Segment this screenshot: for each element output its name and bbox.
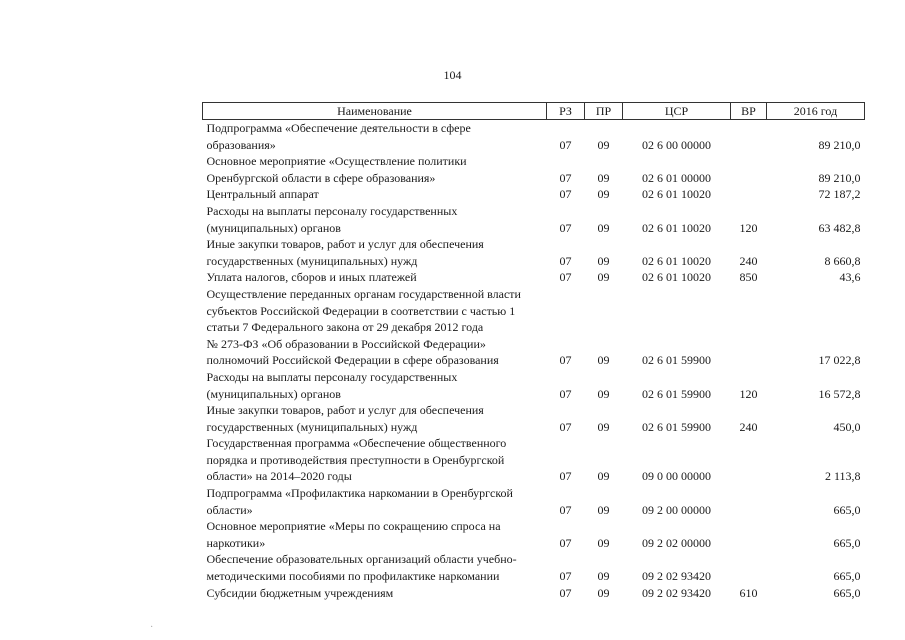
cell-vr: [731, 485, 767, 518]
table-row: [203, 153, 865, 186]
cell-name: [203, 286, 547, 369]
table-row: [203, 120, 865, 154]
cell-name: [203, 485, 547, 518]
cell-pr: 09: [597, 137, 610, 152]
table-row: [203, 402, 865, 435]
cell-pr: 09: [597, 270, 610, 285]
cell-name: [203, 585, 547, 602]
cell-sum: 665,0: [833, 569, 861, 584]
cell-sum: 89 210,0: [818, 170, 861, 185]
cell-pr: 09: [597, 569, 610, 584]
cell-name-line: (муниципальных) органов: [206, 220, 341, 235]
cell-vr: 240: [739, 419, 758, 434]
cell-vr: 120: [739, 386, 758, 401]
cell-name: [203, 269, 547, 286]
header-year: 2016 год: [767, 103, 865, 120]
cell-csr: 09 2 02 93420: [642, 585, 711, 600]
cell-pr: 09: [597, 386, 610, 401]
cell-rz: 07: [559, 569, 572, 584]
cell-vr: 240: [739, 253, 758, 268]
cell-name: [203, 402, 547, 435]
cell-csr: 09 0 00 00000: [642, 469, 711, 484]
cell-name-line: порядка и противодействия преступности в Оренбургской: [206, 452, 505, 467]
cell-pr: 09: [597, 419, 610, 434]
cell-rz: 07: [559, 585, 572, 600]
cell-csr: 02 6 01 10020: [642, 220, 711, 235]
cell-name-line: Государственная программа «Обеспечение общественного: [206, 436, 507, 451]
cell-sum: 17 022,8: [818, 353, 861, 368]
cell-pr: 09: [597, 170, 610, 185]
cell-name-line: Подпрограмма «Обеспечение деятельности в сфере: [206, 121, 471, 135]
cell-name-line: статьи 7 Федерального закона от 29 декабря 2012 года: [206, 320, 484, 335]
cell-vr: 850: [739, 270, 758, 285]
cell-name-line: наркотики»: [206, 535, 266, 550]
cell-name: [203, 369, 547, 402]
cell-name-line: области» на 2014–2020 годы: [206, 469, 352, 484]
table-row: [203, 585, 865, 602]
cell-rz: 07: [559, 137, 572, 152]
cell-name-line: Уплата налогов, сборов и иных платежей: [206, 270, 417, 285]
page-number: 104: [443, 68, 462, 82]
cell-rz: 07: [559, 419, 572, 434]
cell-name-line: Основное мероприятие «Меры по сокращению спроса на: [206, 519, 501, 534]
cell-pr: 09: [597, 253, 610, 268]
cell-name-line: № 273-ФЗ «Об образовании в Российской Федерации»: [206, 336, 486, 351]
table-row: [203, 203, 865, 236]
scan-mark: ·: [150, 622, 154, 633]
cell-rz: 07: [559, 270, 572, 285]
cell-pr: 09: [597, 585, 610, 600]
cell-name: [203, 435, 547, 485]
cell-csr: 02 6 01 59900: [642, 419, 711, 434]
cell-csr: 09 2 02 93420: [642, 569, 711, 584]
cell-name-line: Основное мероприятие «Осуществление политики: [206, 154, 467, 169]
header-rz: РЗ: [547, 103, 585, 120]
cell-name-line: Расходы на выплаты персоналу государственных: [206, 203, 458, 218]
cell-rz: 07: [559, 353, 572, 368]
cell-rz: 07: [559, 386, 572, 401]
table-row: [203, 551, 865, 584]
header-pr: ПР: [585, 103, 623, 120]
cell-name-line: Оренбургской области в сфере образования»: [206, 170, 436, 185]
cell-sum: 43,6: [839, 270, 861, 285]
cell-name-line: государственных (муниципальных) нужд: [206, 253, 418, 268]
cell-name-line: полномочий Российской Федерации в сфере образования: [206, 353, 499, 368]
header-csr: ЦСР: [623, 103, 731, 120]
cell-name-line: Иные закупки товаров, работ и услуг для обеспечения: [206, 237, 484, 252]
cell-rz: 07: [559, 187, 572, 202]
cell-csr: 02 6 01 59900: [642, 386, 711, 401]
table-header-row: [203, 103, 865, 120]
cell-sum: 89 210,0: [818, 137, 861, 152]
cell-sum: 665,0: [833, 585, 861, 600]
cell-csr: 02 6 01 10020: [642, 270, 711, 285]
cell-csr: 02 6 00 00000: [642, 137, 711, 152]
cell-rz: 07: [559, 170, 572, 185]
cell-sum: 8 660,8: [824, 253, 861, 268]
table-body: [203, 120, 865, 602]
cell-name-line: государственных (муниципальных) нужд: [206, 419, 418, 434]
table-row: [203, 518, 865, 551]
cell-name: [203, 153, 547, 186]
cell-csr: 02 6 01 10020: [642, 253, 711, 268]
cell-name-line: Обеспечение образовательных организаций области учебно-: [206, 552, 517, 567]
cell-sum: 2 113,8: [824, 469, 861, 484]
cell-rz: 07: [559, 469, 572, 484]
cell-sum: 72 187,2: [818, 187, 861, 202]
cell-pr: 09: [597, 502, 610, 517]
cell-name-line: методическими пособиями по профилактике наркомании: [206, 569, 500, 584]
cell-csr: 02 6 01 59900: [642, 353, 711, 368]
cell-pr: 09: [597, 353, 610, 368]
table-row: [203, 269, 865, 286]
cell-vr: 610: [739, 585, 758, 600]
cell-vr: [731, 120, 767, 154]
table-row: [203, 369, 865, 402]
cell-vr: [731, 551, 767, 584]
cell-pr: 09: [597, 220, 610, 235]
cell-name-line: Подпрограмма «Профилактика наркомании в Оренбургской: [206, 486, 513, 501]
cell-sum: 665,0: [833, 535, 861, 550]
table-row: [203, 186, 865, 203]
cell-csr: 09 2 02 00000: [642, 535, 711, 550]
table-row: [203, 286, 865, 369]
table-row: [203, 435, 865, 485]
cell-csr: 09 2 00 00000: [642, 502, 711, 517]
cell-rz: 07: [559, 253, 572, 268]
cell-name: [203, 236, 547, 269]
cell-pr: 09: [597, 535, 610, 550]
cell-pr: 09: [597, 469, 610, 484]
cell-name: [203, 186, 547, 203]
cell-sum: 665,0: [833, 502, 861, 517]
cell-name-line: Расходы на выплаты персоналу государственных: [206, 369, 458, 384]
cell-sum: 16 572,8: [818, 386, 861, 401]
cell-name: [203, 518, 547, 551]
cell-name-line: области»: [206, 502, 253, 517]
cell-vr: [731, 186, 767, 203]
cell-sum: 450,0: [833, 419, 861, 434]
table-row: [203, 485, 865, 518]
cell-name: [203, 120, 547, 154]
cell-rz: 07: [559, 502, 572, 517]
cell-rz: 07: [559, 220, 572, 235]
cell-rz: 07: [559, 535, 572, 550]
cell-vr: 120: [739, 220, 758, 235]
budget-table: [202, 102, 865, 601]
header-vr: ВР: [731, 103, 767, 120]
cell-name-line: Иные закупки товаров, работ и услуг для обеспечения: [206, 403, 484, 418]
cell-pr: 09: [597, 187, 610, 202]
cell-name-line: (муниципальных) органов: [206, 386, 341, 401]
cell-sum: 63 482,8: [818, 220, 861, 235]
cell-vr: [731, 435, 767, 485]
cell-name-line: субъектов Российской Федерации в соответствии с частью 1: [206, 303, 516, 318]
cell-vr: [731, 153, 767, 186]
cell-csr: 02 6 01 10020: [642, 187, 711, 202]
cell-name-line: образования»: [206, 137, 276, 152]
cell-csr: 02 6 01 00000: [642, 170, 711, 185]
cell-name-line: Субсидии бюджетным учреждениям: [206, 585, 394, 600]
table-row: [203, 236, 865, 269]
cell-vr: [731, 286, 767, 369]
cell-name-line: Осуществление переданных органам государственной власти: [206, 286, 521, 301]
cell-name: [203, 203, 547, 236]
cell-name: [203, 551, 547, 584]
cell-name-line: Центральный аппарат: [206, 187, 319, 202]
header-name: Наименование: [203, 103, 547, 120]
cell-vr: [731, 518, 767, 551]
